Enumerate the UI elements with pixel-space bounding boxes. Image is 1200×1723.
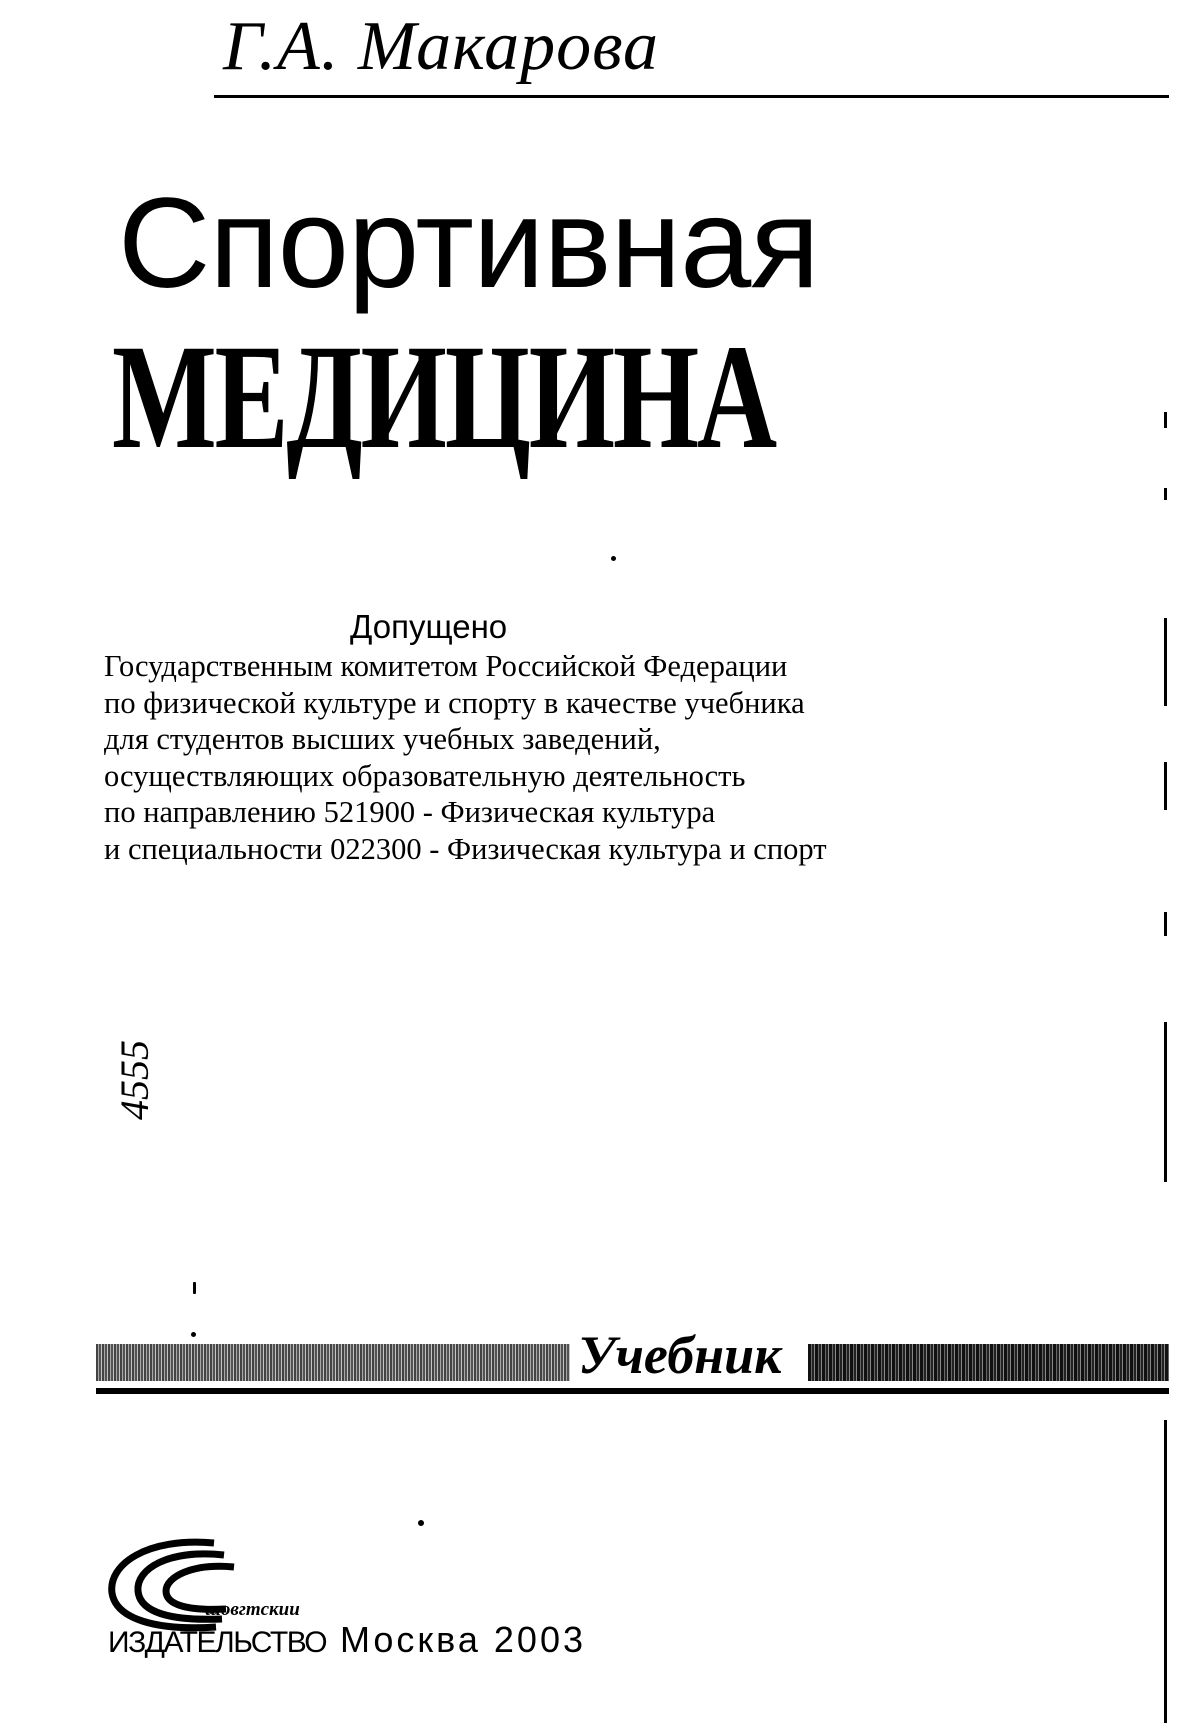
title-line-2: МЕДИЦИНА (112, 314, 775, 480)
scan-speck (191, 1332, 196, 1337)
textbook-label: Учебник (578, 1325, 782, 1385)
textbook-band-rule (96, 1388, 1169, 1394)
approval-text (104, 648, 827, 867)
scan-speck (418, 1520, 424, 1526)
publisher-logo (106, 1535, 326, 1635)
scan-edge-mark (1164, 1022, 1167, 1182)
approval-line: осуществляющих образовательную деятельность (104, 758, 746, 793)
approval-line: по направлению 521900 - Физическая культура (104, 795, 716, 829)
city-year: Москва 2003 (340, 1619, 586, 1660)
scan-edge-mark (1164, 1420, 1167, 1723)
approval-line: Государственным комитетом Российской Федерации (104, 649, 788, 683)
publisher-label: ИЗДАТЕЛЬСТВО (108, 1626, 327, 1659)
textbook-band-left (96, 1344, 570, 1381)
textbook-band-right (808, 1344, 1169, 1381)
scan-edge-mark (1164, 912, 1167, 936)
scan-edge-mark (1164, 762, 1167, 810)
scan-edge-mark (1164, 618, 1167, 706)
approval-heading: Допущено (350, 608, 508, 645)
scan-edge-mark (1164, 488, 1167, 500)
publisher-logo-word: шовгтскии (205, 1599, 300, 1620)
approval-line: для студентов высших учебных заведений, (104, 722, 661, 756)
scan-speck (193, 1282, 196, 1294)
approval-line: и специальности 022300 - Физическая культура и спорт (104, 831, 827, 866)
approval-line: по физической культуре и спорту в качестве учебника (104, 685, 805, 720)
author-rule (214, 95, 1169, 98)
handwritten-number: 4555 (112, 1040, 157, 1120)
scan-speck (611, 556, 616, 561)
scan-edge-mark (1164, 412, 1167, 428)
author-name: Г.А. Макарова (223, 8, 660, 85)
title-line-1: Спортивная (118, 172, 819, 315)
